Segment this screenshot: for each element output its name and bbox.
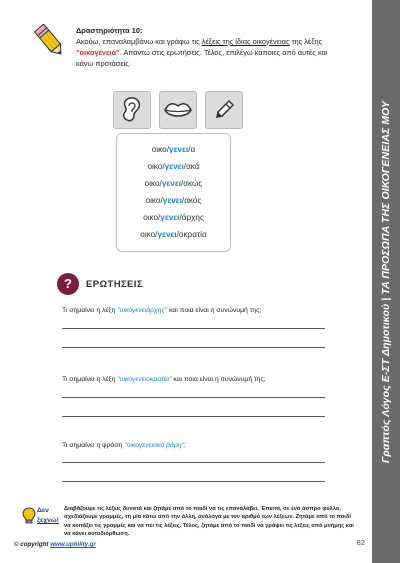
word-prefix: οικο/ [147, 162, 165, 171]
reminder-badge-line-2: ξεχνώ! [37, 517, 59, 524]
activity-underlined-phrase: λέξεις της ίδιας οικογένειας [201, 37, 290, 46]
activity-keyword: "οικογένεια" [76, 48, 120, 57]
word-prefix: οικο/ [145, 196, 163, 205]
word-stem: γενει [160, 213, 180, 222]
word-family-item [117, 196, 230, 205]
word-stem: γενει [157, 230, 177, 239]
ear-icon [113, 91, 151, 129]
question-1 [62, 307, 261, 314]
activity-title: Δραστηριότητα 10: [76, 26, 143, 35]
activity-instructions [76, 25, 346, 69]
word-stem: γενει [161, 179, 181, 188]
answer-line[interactable] [62, 347, 325, 348]
word-prefix: οικο/ [144, 179, 162, 188]
copyright-label: © copyright [14, 541, 49, 548]
word-family-list [116, 133, 231, 252]
word-family-item [117, 179, 230, 188]
reminder-badge-line-1: Δεν [37, 507, 49, 514]
activity-text-part: της λέξης [289, 37, 323, 46]
word-family-item [117, 145, 230, 154]
question-text: ; [183, 442, 186, 449]
questions-heading: ΕΡΩΤΗΣΕΙΣ [86, 279, 143, 290]
lips-icon [159, 91, 197, 129]
question-text: και ποια είναι η συνώνυμή της; [167, 307, 262, 314]
question-term: "οικογενειακά βάρη" [124, 442, 184, 449]
word-suffix: /οκρατία [176, 230, 207, 239]
word-prefix: οικο/ [140, 230, 158, 239]
answer-line[interactable] [62, 397, 325, 398]
question-2 [62, 376, 266, 383]
page-number: 82 [356, 538, 365, 547]
parent-instructions: Διαβάζουμε τις λέξεις δυνατά και ζητάμε από το παιδί να τις επαναλάβει. Έπειτα, σε ένα άσπρο φύλλο, σχεδιάζουμε γραμμές, τη μία κάτω από την άλλη, ανάλογα με τον αριθμό των λέξεων. Ζητάμε από το παιδί να κοιτάξει τις γραμμές και να πει τις λέξεις. Τέλος, ζητάμε από το παιδί να γράψει τις λέξεις από μνήμης και να κάνει αυτοδιόρθωση. [64, 506, 354, 537]
word-stem: γενει [169, 145, 189, 154]
question-mark-icon: ? [57, 273, 79, 295]
word-family-item [117, 230, 230, 239]
word-suffix: /α [188, 145, 196, 154]
word-stem: γενει [162, 196, 182, 205]
word-prefix: οικο/ [143, 213, 161, 222]
pencil-icon [205, 91, 243, 129]
question-text: Τι σημαίνει η λέξη [62, 376, 118, 383]
word-family-item [117, 213, 230, 222]
pencil-illustration-icon [34, 24, 66, 58]
question-text: Τι σημαίνει η λέξη [62, 307, 118, 314]
word-family-item [117, 162, 230, 171]
question-text: και ποια είναι η συνώνυμή της; [171, 376, 266, 383]
lightbulb-icon [22, 507, 36, 525]
copyright [14, 541, 96, 548]
answer-line[interactable] [62, 328, 325, 329]
word-suffix: /ακά [183, 162, 200, 171]
answer-line[interactable] [62, 462, 325, 463]
activity-text-part: Ακούω, επαναλαμβάνω και γράφω τις [76, 37, 202, 46]
reminder-badge [22, 505, 62, 533]
answer-line[interactable] [62, 416, 325, 417]
chapter-title: Γραπτός Λόγος Ε-ΣΤ Δημοτικού | ΤΑ ΠΡΟΣΩΠΑ ΤΗΣ ΟΙΚΟΓΕΝΕΙΑΣ ΜΟΥ [380, 100, 392, 463]
chapter-sidebar [372, 0, 400, 563]
word-suffix: /ακός [181, 196, 202, 205]
word-suffix: /άρχης [179, 213, 204, 222]
listen-speak-write-icons [113, 91, 243, 127]
word-stem: γενει [164, 162, 184, 171]
question-text: Τι σημαίνει η φράση [62, 442, 125, 449]
question-3 [62, 442, 186, 449]
activity-text-part: . Απαντώ στις ερωτήσεις. Τέλος, επιλέγω κάποιες από αυτές και κάνω προτάσεις. [76, 48, 328, 68]
question-term: "οικογενειοκρατία" [117, 376, 172, 383]
answer-line[interactable] [62, 481, 325, 482]
question-term: "οικογενειάρχης" [117, 307, 168, 314]
word-suffix: /ακώς [181, 179, 203, 188]
word-prefix: οικο/ [151, 145, 170, 154]
copyright-link[interactable]: www.upbility.gr [50, 541, 96, 548]
activity-text [76, 36, 346, 69]
